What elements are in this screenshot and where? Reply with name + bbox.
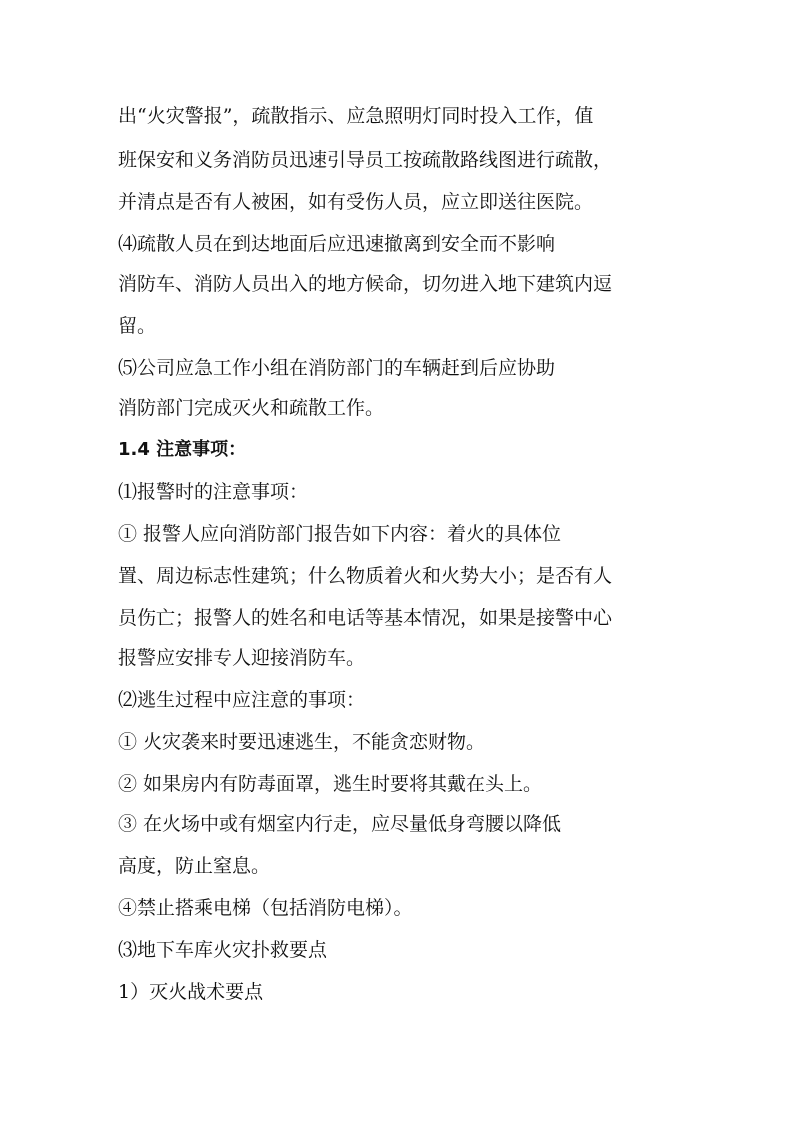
text-line: 报警应安排专人迎接消防车。 bbox=[118, 647, 366, 669]
text-line: ⑷疏散人员在到达地面后应迅速撤离到安全而不影响 bbox=[118, 233, 556, 255]
text-line: ④禁止搭乘电梯（包括消防电梯）。 bbox=[118, 897, 413, 919]
text-line: ② 如果房内有防毒面罩，逃生时要将其戴在头上。 bbox=[118, 773, 543, 795]
text-line: 出“火灾警报”，疏散指示、应急照明灯同时投入工作，值 bbox=[118, 105, 594, 127]
text-line: 消防部门完成灭火和疏散工作。 bbox=[118, 397, 385, 419]
text-line: 留。 bbox=[118, 315, 157, 337]
text-line: 员伤亡；报警人的姓名和电话等基本情况，如果是接警中心 bbox=[118, 607, 613, 629]
text-line: 班保安和义务消防员迅速引导员工按疏散路线图进行疏散， bbox=[118, 149, 613, 171]
text-line: 并清点是否有人被困，如有受伤人员，应立即送往医院。 bbox=[118, 191, 594, 213]
text-line: ⑴报警时的注意事项： bbox=[118, 481, 309, 503]
text-line: 消防车、消防人员出入的地方候命，切勿进入地下建筑内逗 bbox=[118, 273, 613, 295]
text-line: ① 火灾袭来时要迅速逃生，不能贪恋财物。 bbox=[118, 731, 486, 753]
text-line: ⑶地下车库火灾扑救要点 bbox=[118, 939, 328, 961]
text-line: ⑵逃生过程中应注意的事项： bbox=[118, 689, 366, 711]
text-line: 置、周边标志性建筑；什么物质着火和火势大小；是否有人 bbox=[118, 565, 613, 587]
text-line: 1）灭火战术要点 bbox=[118, 981, 264, 1003]
section-heading: 1.4 注意事项： bbox=[118, 439, 247, 460]
text-line: ⑸公司应急工作小组在消防部门的车辆赶到后应协助 bbox=[118, 357, 556, 379]
text-line: ③ 在火场中或有烟室内行走，应尽量低身弯腰以降低 bbox=[118, 813, 562, 835]
text-line: ① 报警人应向消防部门报告如下内容：着火的具体位 bbox=[118, 523, 562, 545]
text-line: 高度，防止窒息。 bbox=[118, 855, 271, 877]
